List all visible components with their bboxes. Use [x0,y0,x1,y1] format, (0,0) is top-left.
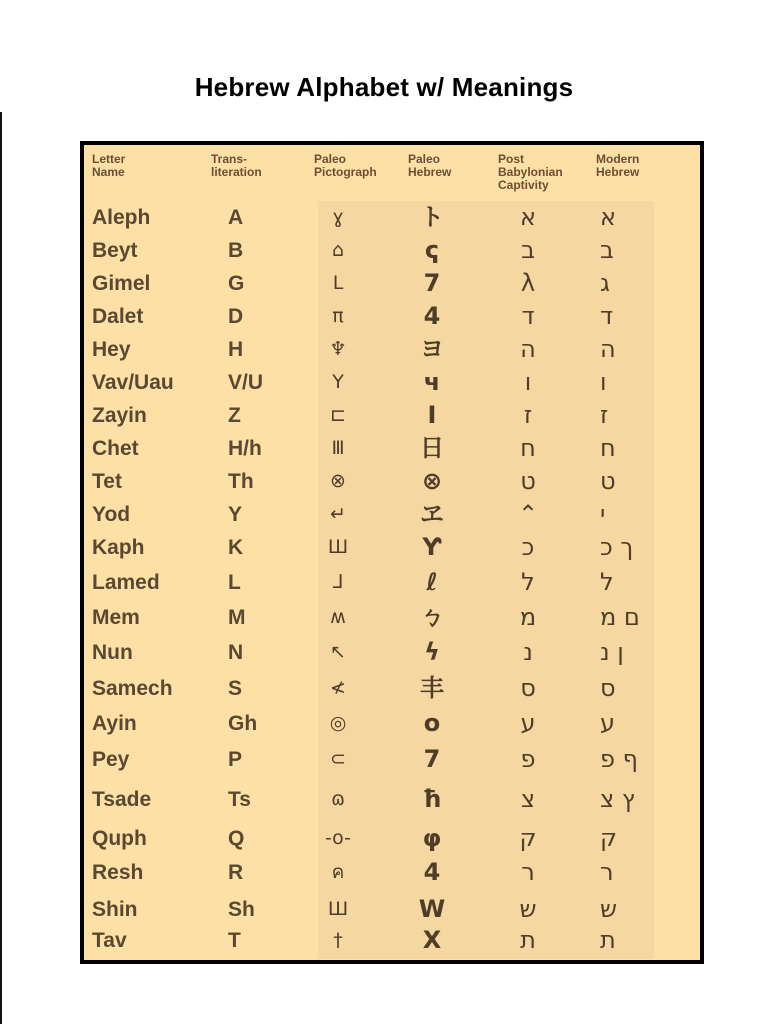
paleo-pictograph-glyph: ⊏ [330,404,346,426]
letter-name: Zayin [92,404,147,427]
paleo-pictograph-glyph: Ⅲ [331,437,345,459]
header-paleo-hebrew: Paleo Hebrew [408,152,452,179]
transliteration: K [228,536,244,559]
transliteration: R [228,861,244,884]
modern-hebrew-glyph: ם מ [600,603,640,631]
letter-name: Dalet [92,305,144,328]
post-babylonian-glyph: ו [524,368,532,396]
letter-row [84,270,700,302]
paleo-pictograph-glyph: ɷ [331,788,345,810]
paleo-pictograph-glyph: ʍ [330,606,346,628]
paleo-hebrew-glyph: 7 [423,745,441,773]
paleo-pictograph-glyph: -o- [324,827,352,849]
transliteration: Y [228,503,243,526]
letter-row [84,896,700,928]
paleo-hebrew-glyph: ҁ [424,236,440,264]
letter-row [84,786,700,818]
modern-hebrew-glyph: א [600,203,617,231]
post-babylonian-glyph: ז [523,401,533,429]
paleo-pictograph-glyph: ɣ [332,206,344,228]
transliteration: T [228,929,241,952]
modern-hebrew-glyph: ו [600,368,607,396]
paleo-hebrew-glyph: X [422,926,442,954]
letter-row [84,746,700,778]
transliteration: H/h [228,437,262,460]
post-babylonian-glyph: כ [521,533,535,561]
letter-row [84,710,700,742]
modern-hebrew-glyph: ס [600,674,616,702]
transliteration: Ts [228,788,251,811]
page-title: Hebrew Alphabet w/ Meanings [194,72,574,102]
paleo-hebrew-glyph: 日 [420,434,444,462]
modern-hebrew-glyph: ב [600,236,614,264]
post-babylonian-glyph: ע [520,709,536,737]
post-babylonian-glyph: ה [520,335,536,363]
transliteration: D [228,305,244,328]
paleo-hebrew-glyph: ヱ [420,500,444,528]
post-babylonian-glyph: ט [520,467,536,495]
transliteration: Q [228,827,245,850]
modern-hebrew-glyph: ג [600,269,610,297]
letter-name: Tav [92,929,127,952]
paleo-pictograph-glyph: L [332,272,344,294]
letter-row [84,435,700,467]
modern-hebrew-glyph: ה [600,335,616,363]
header-modern-hebrew: Modern Hebrew [596,152,640,179]
transliteration: Th [228,470,254,493]
transliteration: G [228,272,245,295]
paleo-hebrew-glyph: ħ [422,785,442,813]
paleo-hebrew-glyph: 7 [423,269,441,297]
paleo-hebrew-glyph: ϟ [424,638,440,666]
paleo-hebrew-glyph: ㄅ [420,603,444,631]
post-babylonian-glyph: ת [520,926,536,954]
paleo-pictograph-glyph: ⅃ [332,571,344,593]
modern-hebrew-glyph: ל [600,568,614,596]
paleo-hebrew-glyph: 4 [423,858,441,886]
post-babylonian-glyph: צ [520,785,536,813]
alphabet-chart [80,141,704,964]
letter-name: Hey [92,338,131,361]
transliteration: N [228,641,244,664]
post-babylonian-glyph: ס [520,674,536,702]
paleo-hebrew-glyph: ト [420,203,444,231]
post-babylonian-glyph: ר [521,858,535,886]
post-babylonian-glyph: מ [519,603,537,631]
letter-name: Aleph [92,206,151,229]
letter-name: Beyt [92,239,138,262]
post-babylonian-glyph: ⌃ [517,500,539,528]
paleo-pictograph-glyph: ⊗ [330,470,346,492]
letter-name: Tet [92,470,122,493]
letter-row [84,237,700,269]
paleo-hebrew-glyph: φ [422,824,442,852]
paleo-pictograph-glyph: ค [331,861,345,883]
transliteration: Gh [228,712,258,735]
transliteration: S [228,677,243,700]
transliteration: V/U [228,371,264,394]
letter-row [84,402,700,434]
letter-row [84,468,700,500]
paleo-hebrew-glyph: ヨ [420,335,444,363]
letter-row [84,825,700,857]
letter-row [84,927,700,959]
paleo-hebrew-glyph: ⊗ [421,467,443,495]
paleo-pictograph-glyph: π [332,305,344,327]
post-babylonian-glyph: נ [523,638,533,666]
letter-name: Chet [92,437,139,460]
paleo-hebrew-glyph: o [423,709,441,737]
modern-hebrew-glyph: ח [600,434,616,462]
paleo-pictograph-glyph: ◎ [329,712,347,734]
letter-row [84,204,700,236]
letter-name: Kaph [92,536,145,559]
transliteration: L [228,571,241,594]
modern-hebrew-glyph: ץ צ [600,785,635,813]
header-paleo-pictograph: Paleo Pictograph [314,152,377,179]
paleo-hebrew-glyph: I [427,401,437,429]
post-babylonian-glyph: ק [519,824,537,852]
modern-hebrew-glyph: ך כ [600,533,634,561]
letter-name: Mem [92,606,140,629]
transliteration: Z [228,404,241,427]
modern-hebrew-glyph: ן נ [600,638,624,666]
letter-row [84,501,700,533]
letter-row [84,569,700,601]
letter-name: Gimel [92,272,151,295]
letter-name: Lamed [92,571,160,594]
paleo-pictograph-glyph: Y [332,371,344,393]
letter-name: Vav/Uau [92,371,174,394]
letter-row [84,639,700,671]
paleo-hebrew-glyph: Ƴ [422,533,442,561]
paleo-pictograph-glyph: Ш [327,898,349,920]
paleo-pictograph-glyph: ≮ [330,677,346,699]
post-babylonian-glyph: ח [520,434,536,462]
paleo-pictograph-glyph: ♆ [329,338,347,360]
modern-hebrew-glyph: י [600,500,606,528]
paleo-pictograph-glyph: † [333,929,343,951]
letter-row [84,369,700,401]
post-babylonian-glyph: ש [519,895,537,923]
post-babylonian-glyph: ב [521,236,535,264]
transliteration: H [228,338,244,361]
letter-row [84,604,700,636]
transliteration: A [228,206,244,229]
post-babylonian-glyph: ל [521,568,535,596]
paleo-pictograph-glyph: Ш [327,536,349,558]
letter-name: Nun [92,641,133,664]
letter-name: Resh [92,861,144,884]
letter-row [84,859,700,891]
modern-hebrew-glyph: ק [600,824,618,852]
letter-row [84,534,700,566]
transliteration: P [228,748,243,771]
paleo-pictograph-glyph: ⊂ [330,748,346,770]
post-babylonian-glyph: λ [520,269,536,297]
letter-row [84,675,700,707]
modern-hebrew-glyph: ת [600,926,616,954]
post-babylonian-glyph: א [519,203,537,231]
letter-name: Pey [92,748,130,771]
transliteration: M [228,606,246,629]
letter-name: Ayin [92,712,137,735]
modern-hebrew-glyph: ט [600,467,616,495]
paleo-hebrew-glyph: 4 [423,302,441,330]
paleo-pictograph-glyph: ↖ [330,641,346,663]
modern-hebrew-glyph: ע [600,709,616,737]
paleo-hebrew-glyph: W [418,895,446,923]
left-margin-rule [0,112,2,1024]
modern-hebrew-glyph: ר [600,858,614,886]
paleo-hebrew-glyph: 丰 [420,674,444,702]
header-letter-name: Letter Name [92,152,126,179]
transliteration: Sh [228,898,255,921]
modern-hebrew-glyph: ז [600,401,609,429]
modern-hebrew-glyph: ף פ [600,745,638,773]
letter-row [84,336,700,368]
header-transliteration: Trans- literation [211,152,262,179]
paleo-pictograph-glyph: ↵ [330,503,346,525]
letter-name: Shin [92,898,138,921]
letter-row [84,303,700,335]
modern-hebrew-glyph: ד [600,302,614,330]
post-babylonian-glyph: פ [520,745,536,773]
paleo-hebrew-glyph: ℓ [426,568,438,596]
paleo-pictograph-glyph: ⌂ [331,239,345,261]
letter-name: Quph [92,827,147,850]
paleo-hebrew-glyph: ч [423,368,441,396]
letter-name: Samech [92,677,173,700]
header-post-babylonian: Post Babylonian Captivity [498,152,563,192]
modern-hebrew-glyph: ש [600,895,618,923]
transliteration: B [228,239,244,262]
letter-name: Tsade [92,788,152,811]
post-babylonian-glyph: ד [521,302,535,330]
letter-name: Yod [92,503,131,526]
